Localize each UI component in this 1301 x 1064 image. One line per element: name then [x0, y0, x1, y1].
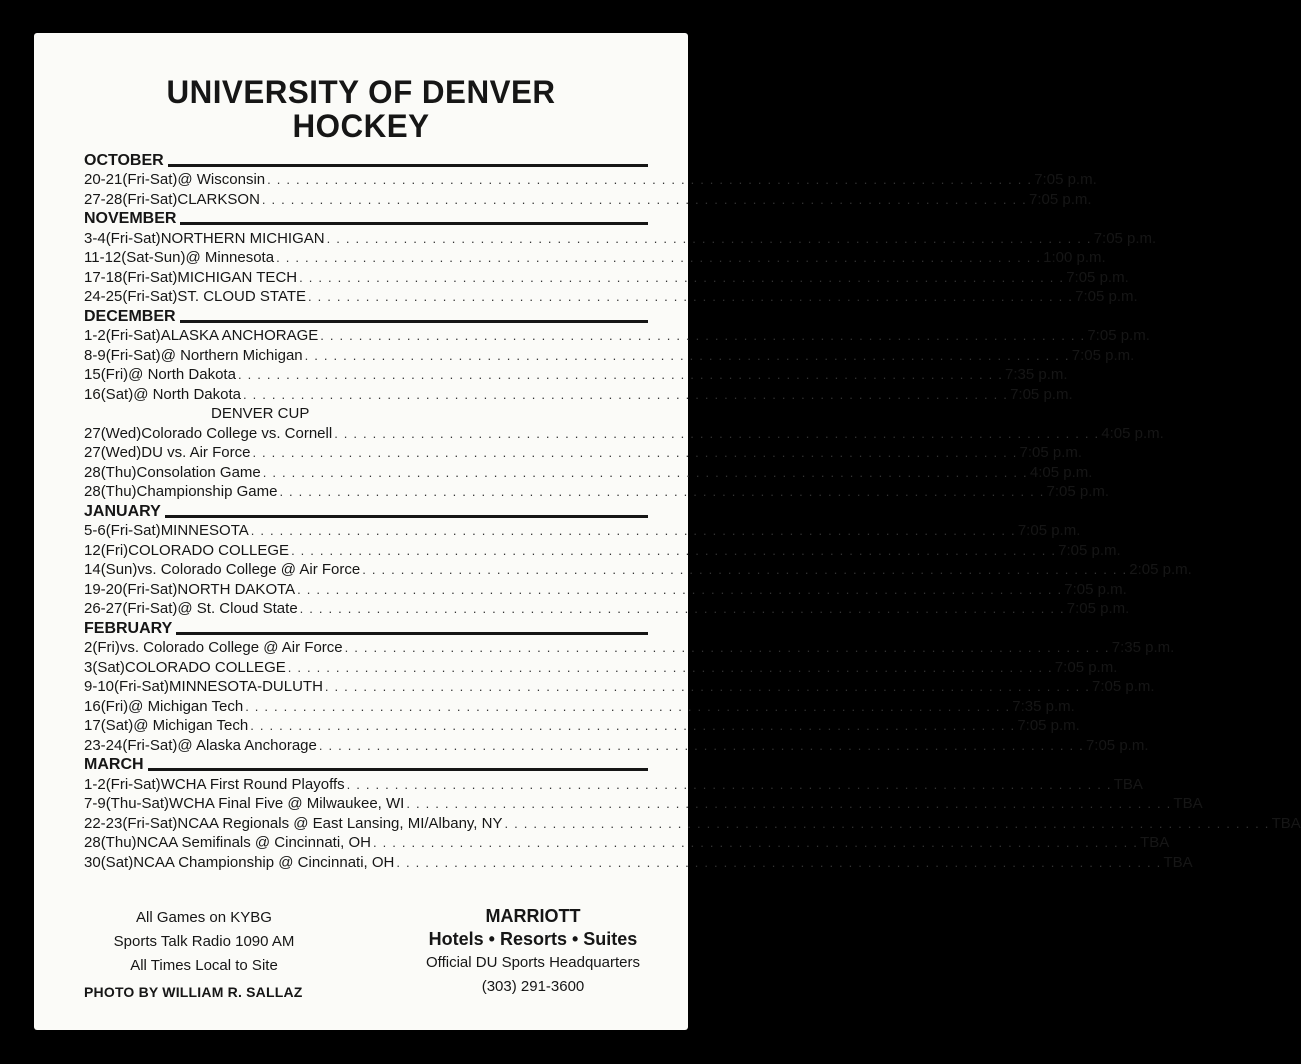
game-time: 7:05 p.m. — [1019, 444, 1083, 461]
game-dates: 12 — [84, 541, 101, 559]
dot-leader: . . . . . . . . . . . . . . . . . . . . . . . . . . . . . . . . . . . . . . . . . . . . . . . . . . . . . . . . . . . . . . . . . . . . . . . . . . . . . . . . — [320, 328, 1086, 343]
dot-leader: . . . . . . . . . . . . . . . . . . . . . . . . . . . . . . . . . . . . . . . . . . . . . . . . . . . . . . . . . . . . . . . . . . . . . . . . . . . . . . . . — [304, 347, 1070, 363]
game-row — [84, 384, 1073, 404]
game-row — [84, 813, 1301, 833]
month-rule — [180, 222, 648, 225]
game-row — [84, 540, 1121, 560]
game-days: (Wed) — [100, 444, 142, 461]
dot-leader: . . . . . . . . . . . . . . . . . . . . . . . . . . . . . . . . . . . . . . . . . . . . . . . . . . . . . . . . . . . . . . . . . . . . . . . . . . . . . . . . — [279, 484, 1045, 499]
game-opponent: vs. Colorado College @ Air Force — [119, 639, 343, 656]
game-dates: 17-18 — [84, 268, 123, 286]
game-dates: 8-9 — [84, 346, 106, 364]
game-dates: 30 — [84, 853, 101, 871]
game-time: 7:05 p.m. — [1087, 327, 1150, 344]
game-time: 7:05 p.m. — [1029, 190, 1092, 208]
title-line-1: UNIVERSITY OF DENVER — [166, 74, 556, 110]
game-row — [84, 560, 1192, 580]
game-dates: 2 — [84, 639, 93, 656]
game-opponent: @ Minnesota — [185, 249, 275, 266]
game-dates: 20-21 — [84, 171, 123, 188]
dot-leader: . . . . . . . . . . . . . . . . . . . . . . . . . . . . . . . . . . . . . . . . . . . . . . . . . . . . . . . . . . . . . . . . . . . . . . . . . . . . . . . . — [276, 250, 1042, 265]
game-time: 4:05 p.m. — [1101, 424, 1164, 442]
game-opponent: MINNESOTA — [160, 522, 249, 539]
game-dates: 3-4 — [84, 229, 106, 247]
game-row — [84, 267, 1129, 287]
game-time: 7:05 p.m. — [1010, 385, 1073, 403]
game-dates: 9-10 — [84, 678, 115, 695]
game-time: 1:00 p.m. — [1043, 249, 1106, 266]
game-row — [84, 326, 1150, 346]
game-days: (Sat) — [100, 853, 134, 871]
dot-leader: . . . . . . . . . . . . . . . . . . . . . . . . . . . . . . . . . . . . . . . . . . . . . . . . . . . . . . . . . . . . . . . . . . . . . . . . . . . . . . . . — [334, 425, 1100, 441]
game-opponent: DENVER CUP — [211, 405, 310, 422]
sponsor-phone: (303) 291-3600 — [481, 978, 585, 995]
game-days: (Thu-Sat) — [105, 795, 170, 812]
game-days: (Thu) — [100, 463, 137, 481]
dot-leader: . . . . . . . . . . . . . . . . . . . . . . . . . . . . . . . . . . . . . . . . . . . . . . . . . . . . . . . . . . . . . . . . . . . . . . . . . . . . . . . . — [299, 269, 1065, 285]
game-opponent: @ Wisconsin — [177, 171, 266, 188]
game-time: 7:05 p.m. — [1046, 483, 1110, 500]
month-header — [84, 618, 648, 638]
game-dates: 3 — [84, 658, 93, 676]
game-row — [84, 521, 1081, 541]
month-label: MARCH — [84, 756, 144, 773]
game-opponent: ST. CLOUD STATE — [177, 288, 307, 305]
dot-leader: . . . . . . . . . . . . . . . . . . . . . . . . . . . . . . . . . . . . . . . . . . . . . . . . . . . . . . . . . . . . . . . . . . . . . . . . . . . . . . . . — [250, 523, 1016, 538]
game-opponent: CLARKSON — [177, 190, 260, 208]
month-header — [84, 306, 648, 326]
game-time: 2:05 p.m. — [1129, 561, 1192, 578]
title-line-2: HOCKEY — [292, 108, 430, 144]
game-opponent: @ Michigan Tech — [133, 717, 249, 734]
month-rule — [148, 768, 648, 771]
game-days: (Fri) — [100, 541, 129, 559]
game-opponent: WCHA First Round Playoffs — [160, 775, 345, 793]
game-opponent: @ Michigan Tech — [128, 697, 244, 715]
event-label-row — [84, 404, 648, 424]
month-rule — [180, 320, 648, 323]
sponsor-tagline: Hotels • Resorts • Suites — [428, 929, 638, 949]
game-row — [84, 423, 1164, 443]
game-days: (Fri-Sat) — [122, 288, 178, 305]
game-dates: 16 — [84, 697, 101, 715]
game-row — [84, 638, 1175, 658]
month-label: OCTOBER — [84, 151, 164, 169]
game-row — [84, 852, 1193, 872]
game-dates: 27 — [84, 424, 101, 442]
game-opponent: NCAA Championship @ Cincinnati, OH — [133, 853, 395, 871]
game-days: (Fri-Sat) — [122, 814, 178, 832]
game-days: (Fri-Sat) — [122, 736, 178, 754]
month-label: JANUARY — [84, 502, 161, 520]
schedule-card — [34, 33, 1301, 1030]
dot-leader: . . . . . . . . . . . . . . . . . . . . . . . . . . . . . . . . . . . . . . . . . . . . . . . . . . . . . . . . . . . . . . . . . . . . . . . . . . . . . . . . — [373, 835, 1139, 850]
game-dates: 11-12 — [84, 249, 122, 266]
game-opponent: NCAA Semifinals @ Cincinnati, OH — [136, 834, 372, 851]
game-time: 7:05 p.m. — [1085, 736, 1149, 754]
dot-leader: . . . . . . . . . . . . . . . . . . . . . . . . . . . . . . . . . . . . . . . . . . . . . . . . . . . . . . . . . . . . . . . . . . . . . . . . . . . . . . . . — [267, 172, 1033, 187]
dot-leader: . . . . . . . . . . . . . . . . . . . . . . . . . . . . . . . . . . . . . . . . . . . . . . . . . . . . . . . . . . . . . . . . . . . . . . . . . . . . . . . . — [318, 737, 1084, 753]
game-opponent: vs. Colorado College @ Air Force — [137, 561, 361, 578]
game-time: 4:05 p.m. — [1029, 463, 1093, 481]
schedule-list — [84, 150, 1301, 872]
game-days: (Sat) — [100, 717, 134, 734]
game-days: (Fri-Sat) — [105, 346, 161, 364]
game-row — [84, 189, 1092, 209]
game-dates: 16 — [84, 385, 101, 403]
game-row — [84, 833, 1170, 853]
dot-leader: . . . . . . . . . . . . . . . . . . . . . . . . . . . . . . . . . . . . . . . . . . . . . . . . . . . . . . . . . . . . . . . . . . . . . . . . . . . . . . . . — [261, 191, 1027, 207]
game-time: 7:05 p.m. — [1092, 678, 1155, 695]
game-days: (Sun) — [100, 561, 138, 578]
game-dates: 23-24 — [84, 736, 123, 754]
dot-leader: . . . . . . . . . . . . . . . . . . . . . . . . . . . . . . . . . . . . . . . . . . . . . . . . . . . . . . . . . . . . . . . . . . . . . . . . . . . . . . . . — [344, 640, 1110, 655]
game-dates: 28 — [84, 834, 101, 851]
game-days: (Wed) — [100, 424, 142, 442]
dot-leader: . . . . . . . . . . . . . . . . . . . . . . . . . . . . . . . . . . . . . . . . . . . . . . . . . . . . . . . . . . . . . . . . . . . . . . . . . . . . . . . . — [297, 581, 1063, 597]
game-row — [84, 443, 1083, 463]
game-dates: 26-27 — [84, 600, 123, 617]
game-dates: 19-20 — [84, 580, 123, 598]
game-row — [84, 482, 1110, 502]
dot-leader: . . . . . . . . . . . . . . . . . . . . . . . . . . . . . . . . . . . . . . . . . . . . . . . . . . . . . . . . . . . . . . . . . . . . . . . . . . . . . . . . — [326, 230, 1092, 246]
game-opponent: MICHIGAN TECH — [177, 268, 298, 286]
game-dates: 7-9 — [84, 795, 106, 812]
sponsor-name: MARRIOTT — [485, 906, 581, 926]
game-time: TBA — [1173, 795, 1203, 812]
broadcast-info — [84, 906, 324, 978]
game-time: 7:05 p.m. — [1064, 580, 1127, 598]
month-label: FEBRUARY — [84, 619, 173, 637]
game-opponent: NCAA Regionals @ East Lansing, MI/Albany, NY — [177, 814, 503, 832]
game-time: 7:35 p.m. — [1005, 366, 1068, 383]
game-opponent: @ St. Cloud State — [177, 600, 298, 617]
game-dates: 17 — [84, 717, 101, 734]
dot-leader: . . . . . . . . . . . . . . . . . . . . . . . . . . . . . . . . . . . . . . . . . . . . . . . . . . . . . . . . . . . . . . . . . . . . . . . . . . . . . . . . — [237, 367, 1004, 382]
game-time: TBA — [1140, 834, 1170, 851]
game-row — [84, 579, 1127, 599]
game-opponent: ALASKA ANCHORAGE — [160, 327, 319, 344]
game-time: 7:05 p.m. — [1075, 288, 1138, 305]
game-time: TBA — [1113, 775, 1143, 793]
game-days: (Sat) — [100, 385, 134, 403]
dot-leader: . . . . . . . . . . . . . . . . . . . . . . . . . . . . . . . . . . . . . . . . . . . . . . . . . . . . . . . . . . . . . . . . . . . . . . . . . . . . . . . . — [250, 718, 1016, 733]
month-header — [84, 755, 648, 775]
month-rule — [165, 515, 648, 518]
game-row — [84, 365, 1068, 385]
game-time: 7:05 p.m. — [1017, 522, 1081, 539]
sponsor-block — [408, 905, 658, 999]
game-opponent: Consolation Game — [136, 463, 261, 481]
photo-credit: PHOTO BY WILLIAM R. SALLAZ — [84, 984, 303, 1000]
game-dates: 5-6 — [84, 522, 106, 539]
game-time: TBA — [1163, 853, 1193, 871]
game-days: (Fri) — [100, 366, 129, 383]
dot-leader: . . . . . . . . . . . . . . . . . . . . . . . . . . . . . . . . . . . . . . . . . . . . . . . . . . . . . . . . . . . . . . . . . . . . . . . . . . . . . . . . — [245, 698, 1011, 714]
game-dates: 1-2 — [84, 775, 106, 793]
game-opponent: DU vs. Air Force — [141, 444, 251, 461]
month-header — [84, 501, 648, 521]
month-rule — [168, 164, 648, 167]
dot-leader: . . . . . . . . . . . . . . . . . . . . . . . . . . . . . . . . . . . . . . . . . . . . . . . . . . . . . . . . . . . . . . . . . . . . . . . . . . . . . . . . — [252, 445, 1018, 460]
game-days: (Fri-Sat) — [122, 190, 178, 208]
game-dates: 15 — [84, 366, 101, 383]
broadcast-line-3: All Times Local to Site — [130, 957, 278, 974]
game-time: TBA — [1271, 814, 1301, 832]
game-opponent: @ Northern Michigan — [160, 346, 303, 364]
game-days: (Fri-Sat) — [114, 678, 170, 695]
game-opponent: Championship Game — [136, 483, 278, 500]
game-dates: 22-23 — [84, 814, 123, 832]
game-days: (Sat-Sun) — [121, 249, 186, 266]
game-time: 7:05 p.m. — [1066, 600, 1130, 617]
game-row — [84, 462, 1093, 482]
game-days: (Sat) — [92, 658, 125, 676]
game-dates: 27-28 — [84, 190, 123, 208]
dot-leader: . . . . . . . . . . . . . . . . . . . . . . . . . . . . . . . . . . . . . . . . . . . . . . . . . . . . . . . . . . . . . . . . . . . . . . . . . . . . . . . . — [406, 796, 1172, 811]
game-row — [84, 716, 1080, 736]
game-row — [84, 287, 1138, 307]
game-time: 7:05 p.m. — [1054, 658, 1118, 676]
game-dates: 14 — [84, 561, 101, 578]
month-label: NOVEMBER — [84, 210, 177, 227]
game-time: 7:05 p.m. — [1071, 346, 1135, 364]
game-row — [84, 228, 1157, 248]
game-days: (Fri-Sat) — [122, 600, 178, 617]
month-header — [84, 150, 648, 170]
dot-leader: . . . . . . . . . . . . . . . . . . . . . . . . . . . . . . . . . . . . . . . . . . . . . . . . . . . . . . . . . . . . . . . . . . . . . . . . . . . . . . . . — [362, 562, 1128, 577]
game-opponent: MINNESOTA-DULUTH — [169, 678, 323, 695]
game-dates: 27 — [84, 444, 101, 461]
dot-leader: . . . . . . . . . . . . . . . . . . . . . . . . . . . . . . . . . . . . . . . . . . . . . . . . . . . . . . . . . . . . . . . . . . . . . . . . . . . . . . . . — [346, 776, 1112, 792]
game-dates: 28 — [84, 463, 101, 481]
game-days: (Fri-Sat) — [122, 268, 178, 286]
game-row — [84, 774, 1143, 794]
sponsor-line: Official DU Sports Headquarters — [426, 954, 640, 971]
game-row — [84, 735, 1149, 755]
game-dates: 28 — [84, 483, 101, 500]
broadcast-line-2: Sports Talk Radio 1090 AM — [113, 933, 295, 950]
game-time: 7:35 p.m. — [1012, 697, 1075, 715]
game-time: 7:05 p.m. — [1017, 717, 1080, 734]
month-label: DECEMBER — [84, 307, 176, 325]
game-days: (Thu) — [100, 483, 137, 500]
game-opponent: COLORADO COLLEGE — [128, 541, 290, 559]
dot-leader: . . . . . . . . . . . . . . . . . . . . . . . . . . . . . . . . . . . . . . . . . . . . . . . . . . . . . . . . . . . . . . . . . . . . . . . . . . . . . . . . — [299, 601, 1065, 616]
game-days: (Fri-Sat) — [105, 327, 161, 344]
game-row — [84, 696, 1075, 716]
dot-leader: . . . . . . . . . . . . . . . . . . . . . . . . . . . . . . . . . . . . . . . . . . . . . . . . . . . . . . . . . . . . . . . . . . . . . . . . . . . . . . . . — [504, 815, 1270, 831]
game-row — [84, 794, 1203, 814]
game-days: (Fri-Sat) — [105, 522, 161, 539]
game-days: (Fri-Sat) — [105, 229, 161, 247]
dot-leader: . . . . . . . . . . . . . . . . . . . . . . . . . . . . . . . . . . . . . . . . . . . . . . . . . . . . . . . . . . . . . . . . . . . . . . . . . . . . . . . . — [262, 464, 1028, 480]
game-row — [84, 677, 1155, 697]
dot-leader: . . . . . . . . . . . . . . . . . . . . . . . . . . . . . . . . . . . . . . . . . . . . . . . . . . . . . . . . . . . . . . . . . . . . . . . . . . . . . . . . — [287, 659, 1053, 675]
game-days: (Thu) — [100, 834, 137, 851]
game-days: (Fri-Sat) — [105, 775, 161, 793]
dot-leader: . . . . . . . . . . . . . . . . . . . . . . . . . . . . . . . . . . . . . . . . . . . . . . . . . . . . . . . . . . . . . . . . . . . . . . . . . . . . . . . . — [242, 386, 1009, 402]
month-rule — [176, 632, 648, 635]
dot-leader: . . . . . . . . . . . . . . . . . . . . . . . . . . . . . . . . . . . . . . . . . . . . . . . . . . . . . . . . . . . . . . . . . . . . . . . . . . . . . . . . — [291, 542, 1057, 558]
game-time: 7:05 p.m. — [1058, 541, 1121, 559]
game-row — [84, 170, 1097, 190]
game-time: 7:35 p.m. — [1111, 639, 1175, 656]
game-row — [84, 657, 1118, 677]
game-dates: 24-25 — [84, 288, 123, 305]
dot-leader: . . . . . . . . . . . . . . . . . . . . . . . . . . . . . . . . . . . . . . . . . . . . . . . . . . . . . . . . . . . . . . . . . . . . . . . . . . . . . . . . — [396, 854, 1162, 870]
game-opponent: WCHA Final Five @ Milwaukee, WI — [169, 795, 405, 812]
game-dates: 1-2 — [84, 327, 106, 344]
game-row — [84, 345, 1135, 365]
game-row — [84, 599, 1130, 619]
game-opponent: @ North Dakota — [133, 385, 241, 403]
dot-leader: . . . . . . . . . . . . . . . . . . . . . . . . . . . . . . . . . . . . . . . . . . . . . . . . . . . . . . . . . . . . . . . . . . . . . . . . . . . . . . . . — [308, 289, 1074, 304]
game-days: (Fri-Sat) — [122, 580, 178, 598]
game-opponent: @ North Dakota — [128, 366, 236, 383]
game-time: 7:05 p.m. — [1034, 171, 1097, 188]
game-days: (Fri-Sat) — [122, 171, 178, 188]
game-opponent: NORTHERN MICHIGAN — [160, 229, 325, 247]
game-row — [84, 248, 1106, 268]
month-header — [84, 209, 648, 229]
broadcast-line-1: All Games on KYBG — [136, 909, 272, 926]
game-opponent: Colorado College vs. Cornell — [141, 424, 333, 442]
page-title — [41, 75, 682, 143]
game-days: (Fri) — [100, 697, 129, 715]
dot-leader: . . . . . . . . . . . . . . . . . . . . . . . . . . . . . . . . . . . . . . . . . . . . . . . . . . . . . . . . . . . . . . . . . . . . . . . . . . . . . . . . — [324, 679, 1091, 694]
game-time: 7:05 p.m. — [1093, 229, 1157, 247]
game-days: (Fri) — [92, 639, 120, 656]
game-opponent: @ Alaska Anchorage — [177, 736, 317, 754]
game-time: 7:05 p.m. — [1066, 268, 1129, 286]
game-opponent: COLORADO COLLEGE — [124, 658, 286, 676]
game-opponent: NORTH DAKOTA — [177, 580, 296, 598]
